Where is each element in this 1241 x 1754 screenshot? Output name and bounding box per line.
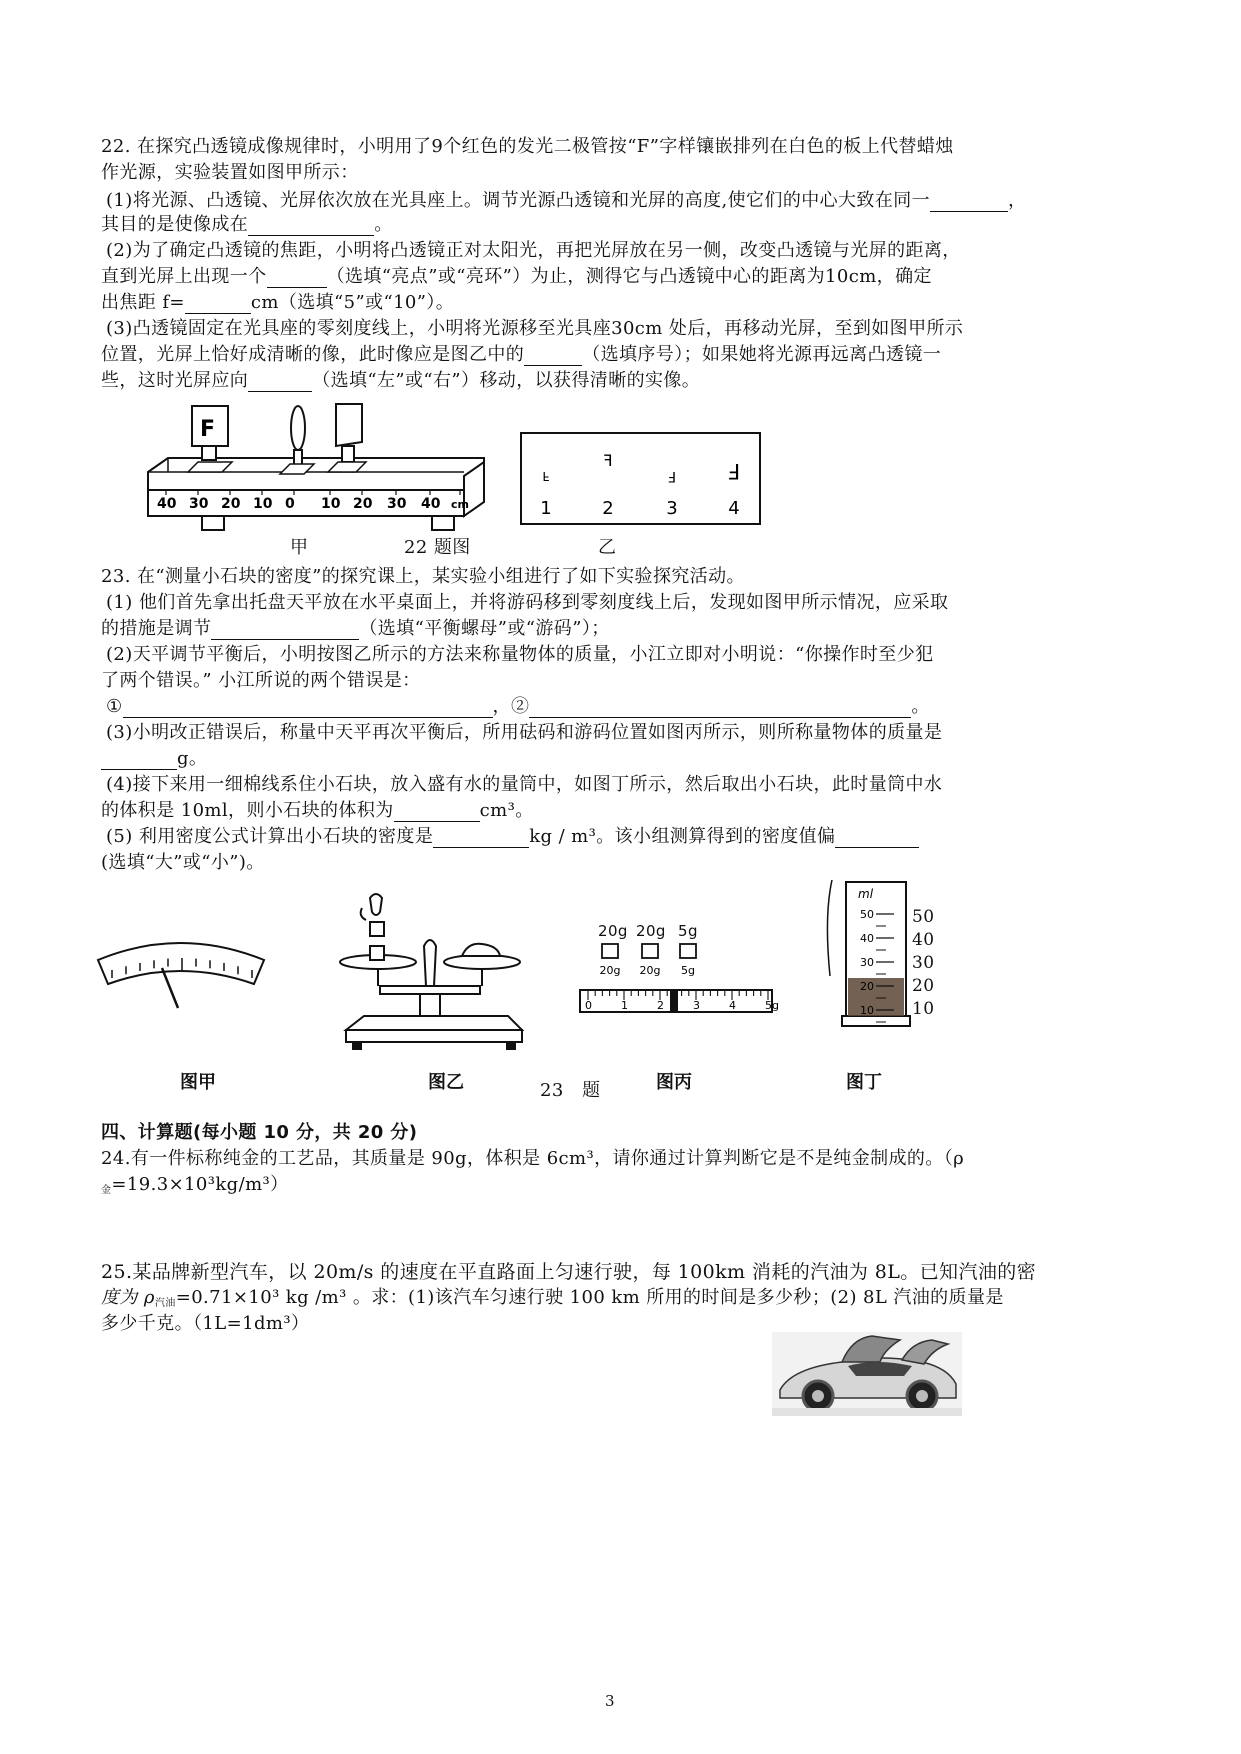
fig23-cap-ding: 图丁: [846, 1072, 882, 1093]
q22-part1-text2: 其目的是使像成在: [101, 214, 249, 235]
convex-lens: [291, 406, 305, 450]
image-option-glyph: F: [667, 468, 677, 484]
q23-blank-2[interactable]: [123, 699, 493, 718]
weight-block-mark: 5g: [681, 964, 695, 977]
q22-blank-1[interactable]: [930, 193, 1008, 212]
bench-tick-label: 30: [189, 496, 209, 512]
rider-scale-label: 5g: [765, 999, 779, 1012]
balance-column: [424, 940, 436, 986]
q22-blank-4[interactable]: [185, 295, 251, 314]
q22-blank-5[interactable]: [524, 347, 582, 366]
image-option-number: 4: [728, 498, 740, 519]
q22-part1-end: 。: [374, 214, 393, 235]
cylinder-scale-label: 40: [860, 932, 874, 945]
q24-line1: 24.有一件标称纯金的工艺品，其质量是 90g，体积是 6cm³，请你通过计算判断它是不是纯金制成的。（ρ: [101, 1148, 965, 1169]
weight-label-3: 5g: [678, 922, 698, 940]
bench-leg-left: [202, 516, 224, 530]
q25-line1: 25.某品牌新型汽车，以 20m/s 的速度在平直路面上匀速行驶，每 100km 消耗的汽油为 8L。已知汽油的密: [101, 1261, 1037, 1283]
bench-tick-label: 0: [285, 496, 295, 512]
q23-part2-line2: 了两个错误。” 小江所说的两个错误是：: [101, 670, 421, 691]
bench-tick-label: 10: [253, 496, 273, 512]
q24-value: =19.3×10³kg/m³）: [111, 1174, 289, 1195]
q22-intro-line1: 22. 在探究凸透镜成像规律时，小明用了9个红色的发光二极管按“F”字样镶嵌排列在白色的板上代替蜡烛: [101, 136, 954, 157]
q23-blank-6[interactable]: [433, 829, 529, 848]
bench-tick-label: 30: [387, 496, 407, 512]
optical-bench-figure: [140, 400, 490, 532]
car-image: [772, 1332, 962, 1416]
q22-blank-2[interactable]: [248, 217, 374, 236]
weight-label-2: 20g: [636, 922, 666, 940]
q23-part1-text: 的措施是调节: [101, 618, 212, 639]
image-option-number: 2: [602, 498, 614, 519]
q23-part4-unit: cm³。: [479, 800, 534, 821]
q22-part3-text: 位置，光屏上恰好成清晰的像，此时像应是图乙中的: [101, 344, 525, 365]
rider: [670, 990, 678, 1012]
cylinder-side-label: 50: [912, 907, 935, 927]
dial-arc: [98, 943, 264, 984]
q23-part2-line1: (2)天平调节平衡后，小明按图乙所示的方法来称量物体的质量，小江立即对小明说：“你操作时至少犯: [106, 644, 934, 665]
weights-and-rider-figure: [576, 940, 779, 1024]
q23-part2-end: 。: [911, 696, 930, 717]
cylinder-base: [842, 1016, 910, 1026]
hand-icon: [370, 894, 382, 915]
weight-block-mark: 20g: [639, 964, 661, 977]
bench-tick-label: 10: [321, 496, 341, 512]
q22-part3-line1: (3)凸透镜固定在光具座的零刻度线上，小明将光源移至光具座30cm 处后，再移动光屏，至到如图甲所示: [106, 318, 964, 339]
weight-block: [680, 944, 696, 958]
q23-part5-text: (5) 利用密度公式计算出小石块的密度是: [106, 826, 434, 847]
q23-error-2-marker: ，②: [492, 696, 530, 717]
q22-part3-text3: 些，这时光屏应向: [101, 370, 249, 391]
weight-block-mark: 20g: [599, 964, 621, 977]
weight-label-1: 20g: [598, 922, 628, 940]
q23-blank-3[interactable]: [529, 699, 911, 718]
cylinder-scale-label: 10: [860, 1004, 874, 1017]
q25-line3: 多少千克。（1L=1dm³）: [101, 1313, 310, 1334]
q23-part3-line2: [101, 748, 207, 770]
q23-part2-line3: [106, 696, 930, 718]
stone-object: [462, 944, 500, 956]
balance-base: [346, 1016, 522, 1030]
q22-part1-line2: [101, 214, 393, 236]
q22-blank-3[interactable]: [267, 269, 327, 288]
image-option-number: 3: [666, 498, 678, 519]
light-source-letter: F: [200, 417, 216, 442]
q23-part5-line1: [106, 826, 919, 848]
q23-part4-text: 的体积是 10ml，则小石块的体积为: [101, 800, 394, 821]
q22-part1-text: (1)将光源、凸透镜、光屏依次放在光具座上。调节光源凸透镜和光屏的高度,使它们的中心大致在同一: [106, 190, 931, 211]
q22-part1-line1: [106, 190, 1026, 212]
image-options-figure: [520, 432, 762, 526]
q22-part2-text4: cm（选填“5”或“10”）。: [250, 292, 455, 313]
bench-tick-label: cm: [451, 498, 469, 511]
weight-in-hand: [370, 922, 384, 936]
q23-part5-line2: (选填“大”或“小”)。: [101, 852, 265, 873]
q22-blank-6[interactable]: [248, 373, 312, 392]
q23-blank-5[interactable]: [394, 803, 480, 822]
q23-part1-line1: (1) 他们首先拿出托盘天平放在水平桌面上，并将游码移到零刻度线上后，发现如图甲所示情况，应采取: [106, 592, 949, 613]
balance-scale-figure: [330, 890, 530, 1054]
q22-part2-line1: (2)为了确定凸透镜的焦距，小明将凸透镜正对太阳光，再把光屏放在另一侧，改变凸透镜与光屏的距离，: [106, 240, 961, 261]
balance-beam: [380, 986, 480, 994]
q22-part3-line3: [101, 370, 700, 392]
fig22-label-yi: 乙: [598, 537, 617, 558]
q22-part1-punct: ，: [1008, 190, 1027, 211]
q23-blank-7[interactable]: [835, 829, 919, 848]
fig23-cap-jia: 图甲: [180, 1072, 216, 1093]
cylinder-side-label: 20: [912, 976, 935, 996]
q22-part3-line2: [101, 344, 941, 366]
bench-leg-right: [432, 516, 454, 530]
cylinder-scale-label: 50: [860, 908, 874, 921]
rider-scale-label: 2: [657, 999, 664, 1012]
bench-tick-label: 20: [221, 496, 241, 512]
q24-line2: [101, 1174, 289, 1202]
weight-block: [642, 944, 658, 958]
fig23-cap-yi: 图乙: [428, 1072, 464, 1093]
image-option-glyph: F: [542, 469, 550, 484]
rider-scale-label: 4: [729, 999, 736, 1012]
q22-part2-text3: 出焦距 f=: [101, 292, 185, 313]
balance-pointer-figure: [92, 938, 272, 1018]
q22-part3-text2: （选填序号）；如果她将光源再远离凸透镜一: [582, 344, 942, 365]
bench-tick-label: 40: [157, 496, 177, 512]
q23-blank-1[interactable]: [211, 621, 359, 640]
q25-line2: [101, 1287, 1004, 1315]
cylinder-side-label: 10: [912, 999, 935, 1019]
bench-tick-label: 40: [421, 496, 441, 512]
cylinder-unit: ml: [858, 887, 874, 901]
right-pan: [444, 955, 520, 969]
q23-title: 23. 在“测量小石块的密度”的探究课上，某实验小组进行了如下实验探究活动。: [101, 566, 745, 587]
q25-rho: 度为 ρ: [101, 1287, 155, 1308]
q25-subscript: 汽油: [154, 1298, 176, 1309]
q22-intro-line2: 作光源，实验装置如图甲所示：: [101, 162, 359, 183]
q22-part2-text: 直到光屏上出现一个: [101, 266, 267, 287]
q23-part3-unit: g。: [177, 748, 208, 769]
light-screen: [336, 404, 362, 446]
measuring-cylinder-figure: [818, 876, 918, 1032]
cylinder-side-label: 40: [912, 930, 935, 950]
page-number: 3: [605, 1692, 615, 1710]
q22-part2-line2: [101, 266, 932, 288]
bench-tick-label: 20: [353, 496, 373, 512]
q24-subscript: 金: [101, 1185, 112, 1196]
image-option-glyph: F: [603, 451, 613, 470]
q23-error-1-marker: ①: [106, 696, 123, 717]
cylinder-scale-label: 20: [860, 980, 874, 993]
q22-part2-text2: （选填“亮点”或“亮环”）为止，测得它与凸透镜中心的距离为10cm，确定: [326, 266, 932, 287]
q23-blank-4[interactable]: [101, 751, 177, 770]
q25-text: =0.71×10³ kg /m³ 。求：(1)该汽车匀速行驶 100 km 所用的时间是多少秒；(2) 8L 汽油的质量是: [175, 1287, 1004, 1308]
cotton-thread: [827, 880, 832, 976]
rider-scale-label: 3: [693, 999, 700, 1012]
image-option-glyph: F: [727, 458, 741, 483]
cylinder-scale-label: 30: [860, 956, 874, 969]
q23-part4-line2: [101, 800, 534, 822]
q22-part3-text4: （选填“左”或“右”）移动，以获得清晰的实像。: [312, 370, 701, 391]
q23-part5-text2: kg / m³。该小组测算得到的密度值偏: [529, 826, 836, 847]
fig23-caption: 23 题: [540, 1080, 601, 1101]
image-options-frame: [521, 433, 760, 524]
fig23-cap-bing: 图丙: [656, 1072, 692, 1093]
weight-block: [602, 944, 618, 958]
fig22-caption: 22 题图: [404, 537, 471, 558]
balance-pointer: [162, 968, 178, 1008]
section4-heading: 四、计算题(每小题 10 分，共 20 分): [101, 1122, 418, 1143]
rider-scale-label: 1: [621, 999, 628, 1012]
q23-part1-text2: （选填“平衡螺母”或“游码”）；: [359, 618, 610, 639]
q23-part4-line1: (4)接下来用一细棉线系住小石块，放入盛有水的量筒中，如图丁所示，然后取出小石块，此时量筒中水: [106, 774, 943, 795]
q22-part2-line3: [101, 292, 454, 314]
fig22-label-jia: 甲: [290, 537, 309, 558]
q23-part1-line2: [101, 618, 610, 640]
cylinder-side-label: 30: [912, 953, 935, 973]
rider-scale-label: 0: [585, 999, 592, 1012]
q23-part3-line1: (3)小明改正错误后，称量中天平再次平衡后，所用砝码和游码位置如图丙所示，则所称量物体的质量是: [106, 722, 943, 743]
image-option-number: 1: [540, 498, 552, 519]
